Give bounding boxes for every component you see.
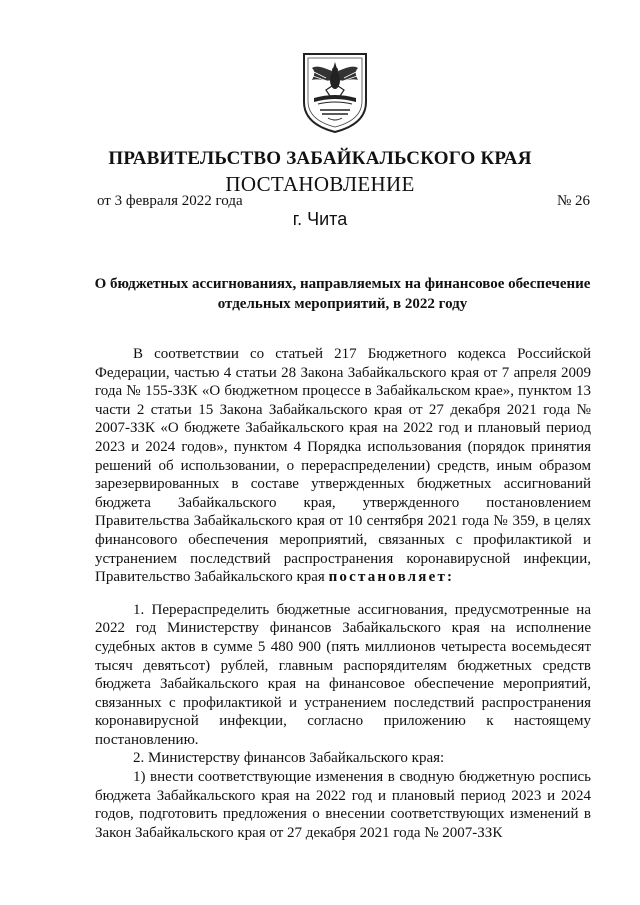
item-1-paragraph: 1. Перераспределить бюджетные ассигнования, предусмотренные на 2022 год Министерству финансов Забайкальского края на исполнение судебных актов в сумме 5 480 900 (пять миллионов четыреста восемьдесят тысяч девятьсот) рублей, главным распорядителям бюджетных средств бюджета Забайкальского края на финансовое обеспечение мероприятий, связанных с профилактикой и устранением последствий распространения коронавирусной инфекции, согласно приложению к настоящему постановлению. bbox=[95, 601, 591, 748]
preamble-paragraph bbox=[95, 345, 591, 587]
document-title bbox=[90, 274, 595, 314]
document-number: № 26 bbox=[556, 193, 590, 209]
organization-name: ПРАВИТЕЛЬСТВО ЗАБАЙКАЛЬСКОГО КРАЯ bbox=[108, 148, 532, 169]
document-type: ПОСТАНОВЛЕНИЕ bbox=[225, 172, 415, 196]
title-line-2: отдельных мероприятий, в 2022 году bbox=[217, 296, 468, 312]
title-line-1: О бюджетных ассигнованиях, направляемых на финансовое обеспечение bbox=[94, 276, 591, 292]
preamble-text: В соответствии со статьей 217 Бюджетного кодекса Российской Федерации, частью 4 статьи 28 Закона Забайкальского края от 7 апреля 2009 года № 155-ЗЗК «О бюджетном процессе в Забайкальском крае», пунктом 13 части 2 статьи 15 Закона Забайкальского края от 27 декабря 2021 года № 2007-ЗЗК «О бюджете Забайкальского края на 2022 год и плановый период 2023 и 2024 годов», пунктом 4 Порядка использования (порядок принятия решений об использовании, о перераспределении) средств, иным образом зарезервированных в составе утвержденных бюджетных ассигнований бюджета Забайкальского края, утвержденного постановлением Правительства Забайкальского края от 10 сентября 2021 года № 359, в целях финансового обеспечения мероприятий, связанных с профилактикой и устранением последствий распространения коронавирусной инфекции, Правительство Забайкальского края bbox=[95, 346, 591, 586]
coat-of-arms-emblem bbox=[300, 50, 370, 134]
document-body bbox=[95, 345, 591, 842]
item-2-1-paragraph: 1) внести соответствующие изменения в сводную бюджетную роспись бюджета Забайкальского края на 2022 год и плановый период 2023 и 2024 годов, подготовить предложения о внесении соответствующих изменений в Закон Забайкальского края от 27 декабря 2021 года № 2007-ЗЗК bbox=[95, 769, 591, 841]
resolves-word: постановляет: bbox=[328, 569, 455, 586]
document-city: г. Чита bbox=[292, 209, 348, 229]
document-date: от 3 февраля 2022 года bbox=[97, 193, 243, 209]
item-2-paragraph: 2. Министерству финансов Забайкальского края: bbox=[133, 750, 445, 767]
